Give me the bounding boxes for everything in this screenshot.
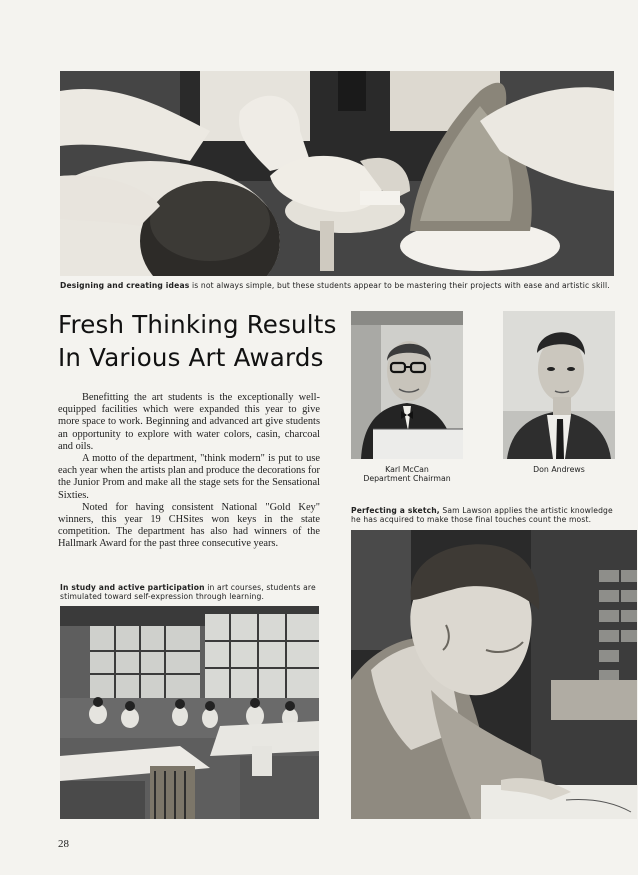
sketch-photo-caption <box>351 506 617 524</box>
classroom-photo-caption <box>60 583 322 601</box>
portrait-name: Don Andrews <box>533 465 585 474</box>
page-headline <box>58 308 337 374</box>
portrait-don-andrews-label <box>503 465 615 474</box>
portrait-karl-mccan <box>351 311 463 459</box>
article-paragraph-1: Benefitting the art students is the exceptionally well-equipped facilities which were expanded this year to give more space to work. Beginning and advanced art give students an opportunity to explore with water colors, casin, charcoal and oils. <box>58 392 320 452</box>
caption-text: in art courses, students are stimulated toward self-expression through learning. <box>60 583 316 601</box>
portrait-title: Department Chairman <box>363 474 451 483</box>
caption-text: is not always simple, but these students appear to be mastering their projects with ease and artistic skill. <box>189 281 610 290</box>
caption-lead: In study and active participation <box>60 583 205 592</box>
caption-text: Sam Lawson applies the artistic knowledge he has acquired to make those final touches count the most. <box>351 506 613 524</box>
student-sketching-photo <box>351 530 637 819</box>
headline-line-1: Fresh Thinking Results <box>58 310 337 339</box>
portrait-name: Karl McCan <box>385 465 429 474</box>
portrait-karl-mccan-label <box>351 465 463 483</box>
article-body <box>58 392 320 551</box>
caption-lead: Perfecting a sketch, <box>351 506 440 515</box>
sculpture-photo <box>60 71 614 276</box>
article-paragraph-3: Noted for having consistent National "Gold Key" winners, this year 19 CHSites won keys in the state competition. The department has also had winners of the Hallmark Award for the past three consecutive years. <box>58 501 320 550</box>
sculpture-photo-caption <box>60 281 620 290</box>
page-number: 28 <box>58 838 69 850</box>
caption-lead: Designing and creating ideas <box>60 281 190 290</box>
portrait-don-andrews <box>503 311 615 459</box>
headline-line-2: In Various Art Awards <box>58 343 324 372</box>
article-paragraph-2: A motto of the department, "think modern" is put to use each year when the artists plan and produce the decorations for the Junior Prom and make all the stage sets for the Sensational Sixties. <box>58 453 320 501</box>
classroom-photo <box>60 606 319 819</box>
